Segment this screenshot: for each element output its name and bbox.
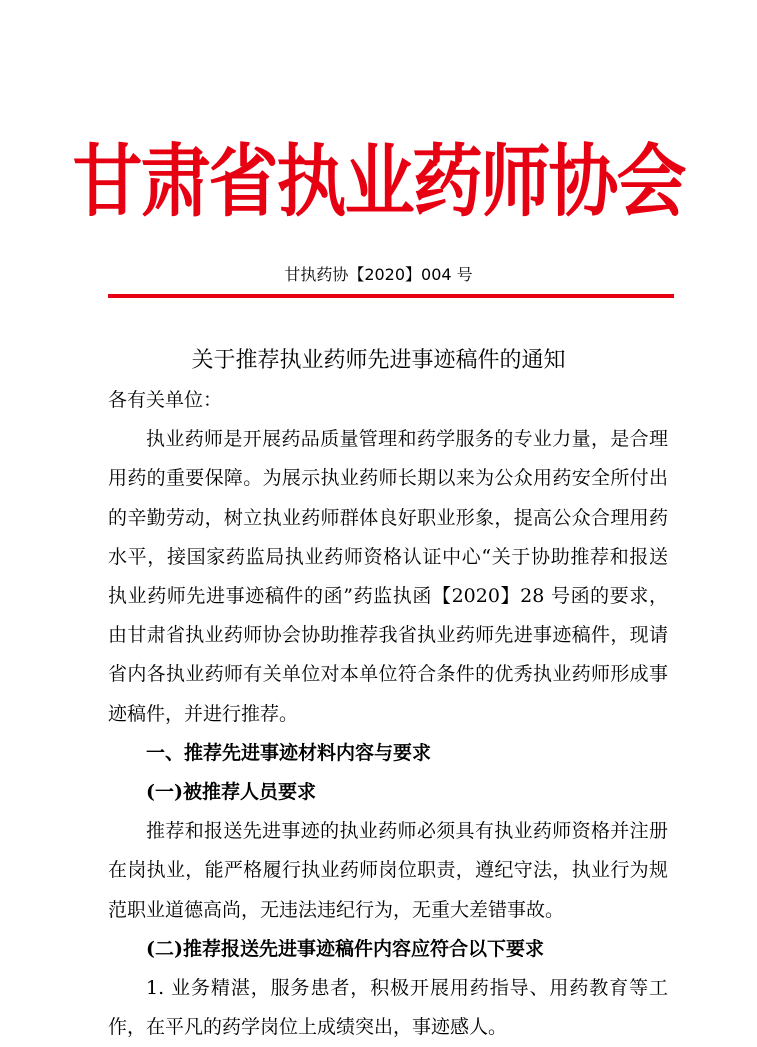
document-number: 甘执药协【2020】004 号 [284,265,473,284]
salutation: 各有关单位： [108,389,223,411]
red-divider-line [108,294,674,298]
organization-title: 甘肃省执业药师协会 [72,135,685,228]
notice-body [108,381,668,1047]
section-heading: 一、推荐先进事迹材料内容与要求 [146,741,432,764]
requirement-paragraph: 推荐和报送先进事迹的执业药师必须具有执业药师资格并注册在岗执业，能严格履行执业药师岗位职责，遵纪守法，执业行为规范职业道德高尚，无违法违纪行为，无重大差错事故。 [108,820,668,921]
notice-title: 关于推荐执业药师先进事迹稿件的通知 [191,348,566,373]
list-item: 1. 业务精湛，服务患者，积极开展用药指导、用药教育等工作，在平凡的药学岗位上成绩突出，事迹感人。 [108,977,668,1039]
subsection-heading: (一)被推荐人员要求 [146,781,316,804]
intro-paragraph: 执业药师是开展药品质量管理和药学服务的专业力量，是合理用药的重要保障。为展示执业药师长期以来为公众用药安全所付出的辛勤劳动，树立执业药师群体良好职业形象，提高公众合理用药水平，接国家药监局执业药师资格认证中心“关于协助推荐和报送执业药师先进事迹稿件的函”药监执函【2020】28 号函的要求，由甘肃省执业药师协会协助推荐我省执业药师先进事迹稿件，现请省内各执业药师有关单位对本单位符合条件的优秀执业药师形成事迹稿件，并进行推荐。 [108,428,668,725]
subsection-heading: (二)推荐报送先进事迹稿件内容应符合以下要求 [146,937,544,960]
